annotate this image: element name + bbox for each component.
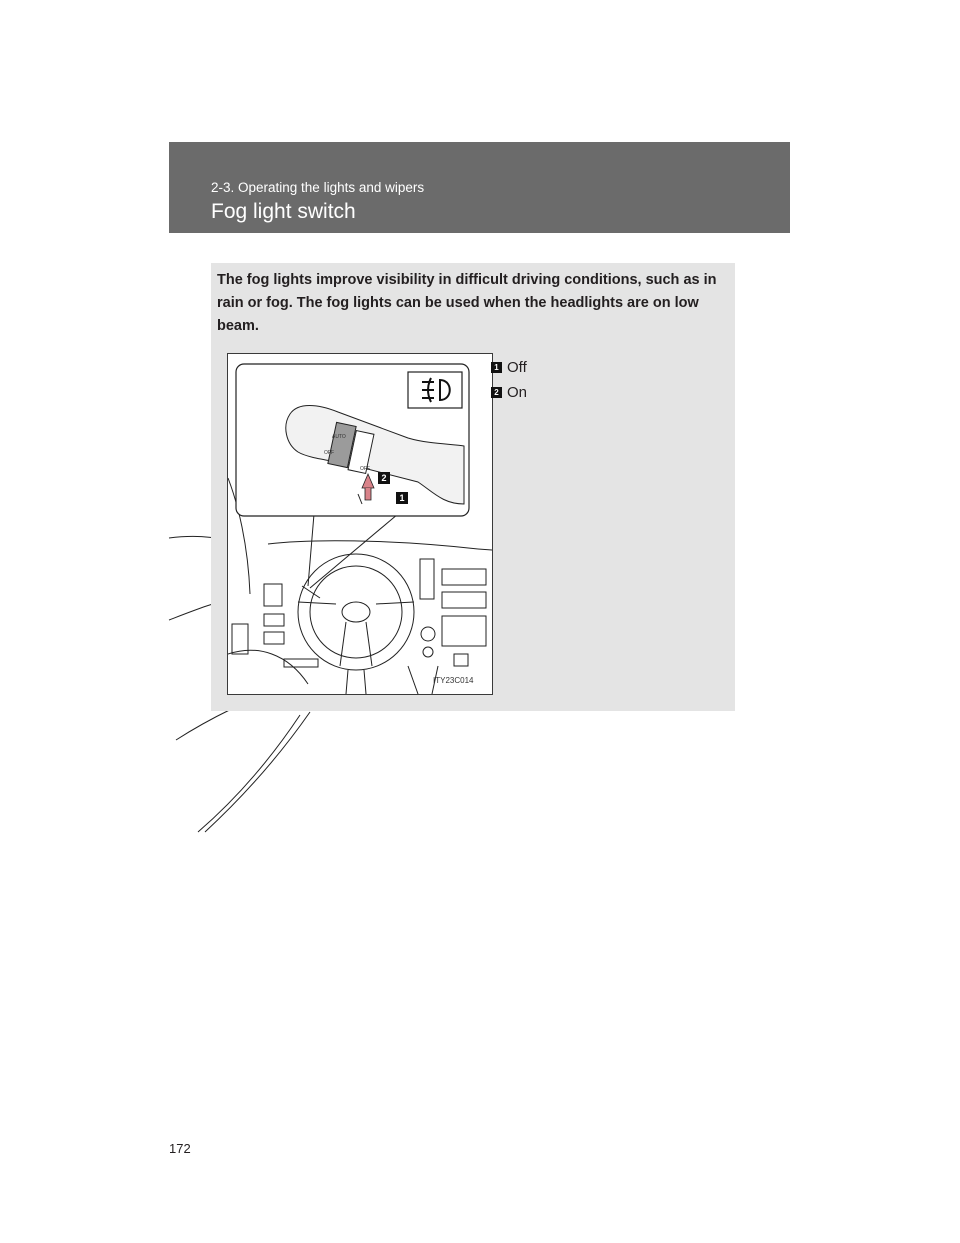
dashboard-illustration (228, 354, 492, 694)
legend-item-on (491, 380, 527, 405)
callout-2: 2 (378, 472, 390, 484)
figure-code: ITY23C014 (433, 676, 474, 685)
legend-label: Off (507, 359, 527, 376)
page-header (169, 142, 790, 233)
svg-text:OFF: OFF (360, 466, 370, 472)
svg-text:AUTO: AUTO (332, 434, 346, 440)
page-title: Fog light switch (211, 200, 356, 223)
fog-light-switch-figure (227, 353, 493, 695)
legend (491, 355, 527, 405)
content-panel (211, 263, 735, 711)
svg-text:OFF: OFF (324, 450, 334, 456)
legend-item-off (491, 355, 527, 380)
legend-number: 1 (491, 362, 502, 373)
intro-text: The fog lights improve visibility in difficult driving conditions, such as in rain or fog. The fog lights can be used when the headlights are on low beam. (217, 272, 717, 334)
page-number: 172 (169, 1141, 191, 1156)
section-label: 2-3. Operating the lights and wipers (211, 180, 425, 195)
callout-1: 1 (396, 492, 408, 504)
legend-number: 2 (491, 387, 502, 398)
legend-label: On (507, 384, 528, 401)
fog-light-icon-box (408, 372, 462, 408)
